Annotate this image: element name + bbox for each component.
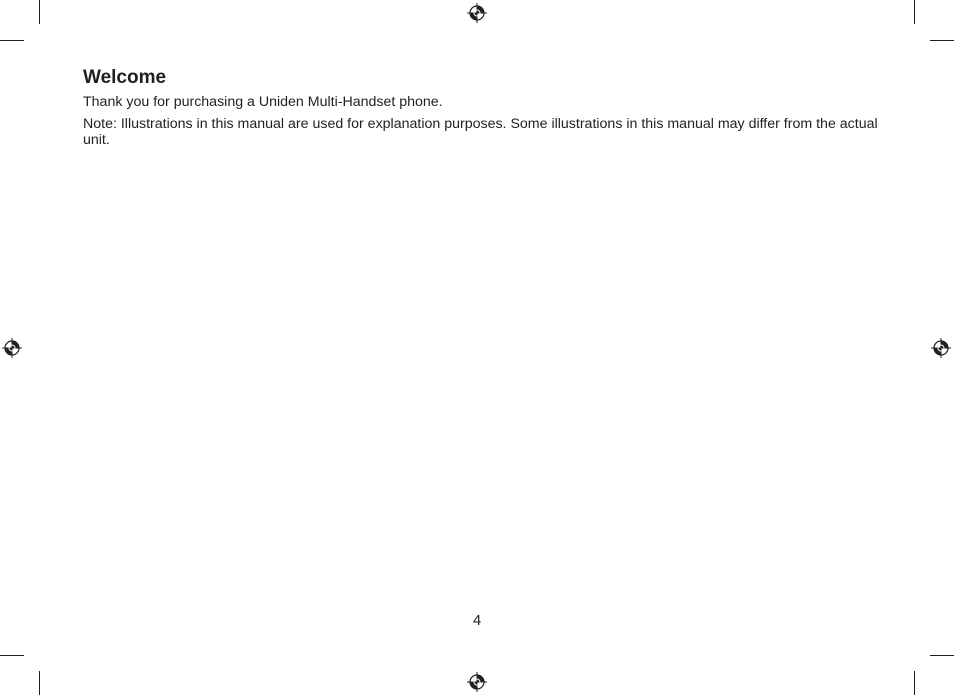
- page-title: Welcome: [83, 67, 167, 88]
- note-paragraph: Note: Illustrations in this manual are used for explanation purposes. Some illustrations in this manual may differ from the actual unit.: [83, 116, 878, 148]
- crop-mark-bottom-left-vertical: [39, 671, 40, 695]
- intro-paragraph: Thank you for purchasing a Uniden Multi-Handset phone.: [83, 94, 443, 110]
- registration-target-icon-top: [467, 3, 487, 23]
- crop-mark-bottom-right-vertical: [914, 671, 915, 695]
- registration-target-icon-right: [931, 338, 951, 358]
- page-number: 4: [472, 612, 482, 629]
- registration-target-icon-bottom: [467, 672, 487, 692]
- crop-mark-bottom-right-horizontal: [930, 655, 954, 656]
- page-content: [83, 67, 883, 154]
- crop-mark-top-left-horizontal: [0, 40, 24, 41]
- crop-mark-top-right-vertical: [914, 0, 915, 24]
- registration-target-icon-left: [2, 338, 22, 358]
- crop-mark-top-right-horizontal: [930, 40, 954, 41]
- crop-mark-top-left-vertical: [39, 0, 40, 24]
- crop-mark-bottom-left-horizontal: [0, 655, 24, 656]
